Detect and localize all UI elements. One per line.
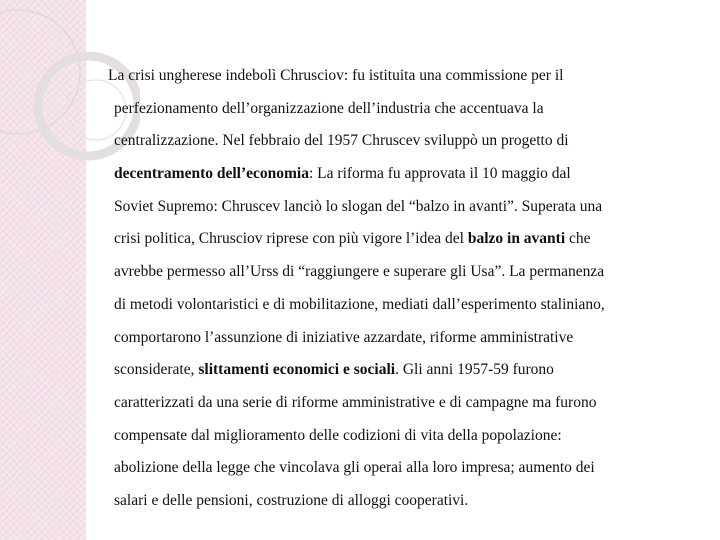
text-line: [103, 60, 693, 93]
text-line: [103, 354, 693, 387]
bold-text-run: decentramento dell’economia: [114, 165, 309, 183]
text-run: La crisi ungherese indebolì Chrusciov: fu istituita una commissione per il: [108, 67, 564, 84]
text-line: [103, 256, 693, 289]
text-line: [103, 485, 693, 518]
text-run: . Gli anni 1957-59 furono: [395, 361, 554, 379]
text-line: [103, 452, 693, 485]
text-run: compensate dal miglioramento delle codizioni di vita della popolazione:: [114, 426, 562, 444]
text-run: crisi politica, Chrusciov riprese con più vigore l’idea del: [114, 230, 468, 248]
text-line: [103, 289, 693, 322]
text-run: centralizzazione. Nel febbraio del 1957 Chruscev sviluppò un progetto di: [114, 132, 569, 150]
text-line: [103, 125, 693, 158]
text-line: [103, 387, 693, 420]
text-run: che: [565, 230, 591, 248]
text-line: [103, 158, 693, 191]
text-line: [103, 223, 693, 256]
text-run: di metodi volontaristici e di mobilitazione, mediati dall’esperimento staliniano,: [114, 295, 605, 313]
text-line: [103, 322, 693, 355]
text-run: perfezionamento dell’organizzazione dell’industria che accentuava la: [114, 99, 544, 117]
text-run: comportarono l’assunzione di iniziative azzardate, riforme amministrative: [114, 328, 574, 346]
text-run: salari e delle pensioni, costruzione di alloggi cooperativi.: [114, 491, 469, 509]
text-run: abolizione della legge che vincolava gli operai alla loro impresa; aumento dei: [114, 459, 595, 477]
text-run: sconsiderate,: [114, 361, 199, 379]
text-run: avrebbe permesso all’Urss di “raggiungere e superare gli Usa”. La permanenza: [114, 263, 605, 281]
text-run: : La riforma fu approvata il 10 maggio dal: [309, 165, 571, 183]
text-line: [103, 420, 693, 453]
text-run: Soviet Supremo: Chruscev lanciò lo slogan del “balzo in avanti”. Superata una: [114, 197, 603, 215]
bold-text-run: balzo in avanti: [467, 230, 566, 248]
text-run: caratterizzati da una serie di riforme amministrative e di campagne ma furono: [114, 393, 597, 411]
text-line: [103, 191, 693, 224]
slide-body-text: [103, 60, 693, 518]
bold-text-run: slittamenti economici e sociali: [198, 361, 396, 379]
text-line: [103, 93, 693, 126]
